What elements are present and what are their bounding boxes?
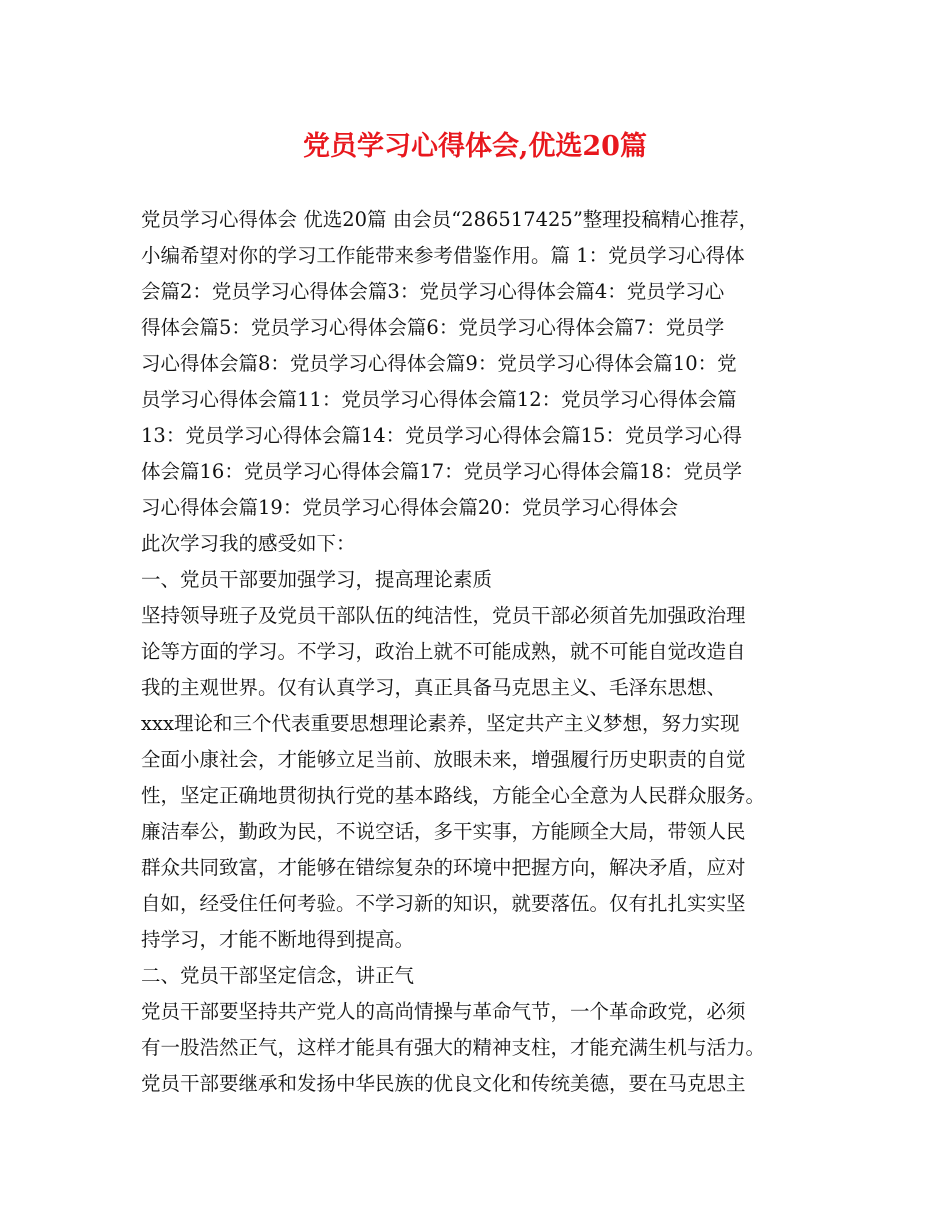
body-line: xxx理论和三个代表重要思想理论素养，坚定共产主义梦想，努力实现	[141, 712, 740, 735]
document-title: 党员学习心得体会,优选20篇	[303, 131, 647, 162]
body-line: 体会篇16：党员学习心得体会篇17：党员学习心得体会篇18：党员学	[141, 460, 742, 483]
body-line: 论等方面的学习。不学习，政治上就不可能成熟，就不可能自觉改造自	[141, 640, 746, 663]
body-line: 此次学习我的感受如下：	[141, 532, 356, 555]
body-line: 廉洁奉公，勤政为民，不说空话，多干实事，方能顾全大局，带领人民	[141, 820, 746, 843]
body-line: 党员学习心得体会 优选20篇 由会员“286517425”整理投稿精心推荐，	[141, 208, 759, 231]
body-line: 小编希望对你的学习工作能带来参考借鉴作用。篇 1：党员学习心得体	[141, 244, 745, 267]
body-line: 全面小康社会，才能够立足当前、放眼未来，增强履行历史职责的自觉	[141, 748, 746, 771]
body-line: 党员干部要坚持共产党人的高尚情操与革命气节，一个革命政党，必须	[141, 1000, 746, 1023]
body-line: 得体会篇5：党员学习心得体会篇6：党员学习心得体会篇7：党员学	[141, 316, 725, 339]
section-heading-1: 一、党员干部要加强学习，提高理论素质	[141, 568, 493, 591]
body-line: 性，坚定正确地贯彻执行党的基本路线，方能全心全意为人民群众服务。	[141, 784, 766, 807]
body-line: 员学习心得体会篇11：党员学习心得体会篇12：党员学习心得体会篇	[141, 388, 737, 411]
body-line: 习心得体会篇8：党员学习心得体会篇9：党员学习心得体会篇10：党	[141, 352, 737, 375]
body-line: 党员干部要继承和发扬中华民族的优良文化和传统美德，要在马克思主	[141, 1072, 746, 1095]
document-body	[141, 202, 821, 1102]
body-line: 坚持领导班子及党员干部队伍的纯洁性，党员干部必须首先加强政治理	[141, 604, 746, 627]
body-line: 持学习，才能不断地得到提高。	[141, 928, 415, 951]
body-line: 习心得体会篇19：党员学习心得体会篇20：党员学习心得体会	[141, 496, 679, 519]
body-line: 群众共同致富，才能够在错综复杂的环境中把握方向，解决矛盾，应对	[141, 856, 746, 879]
section-heading-2: 二、党员干部坚定信念，讲正气	[141, 964, 415, 987]
body-line: 13：党员学习心得体会篇14：党员学习心得体会篇15：党员学习心得	[141, 424, 742, 447]
body-line: 会篇2：党员学习心得体会篇3：党员学习心得体会篇4：党员学习心	[141, 280, 725, 303]
body-line: 有一股浩然正气，这样才能具有强大的精神支柱，才能充满生机与活力。	[141, 1036, 766, 1059]
body-line: 我的主观世界。仅有认真学习，真正具备马克思主义、毛泽东思想、	[141, 676, 727, 699]
body-line: 自如，经受住任何考验。不学习新的知识，就要落伍。仅有扎扎实实坚	[141, 892, 746, 915]
